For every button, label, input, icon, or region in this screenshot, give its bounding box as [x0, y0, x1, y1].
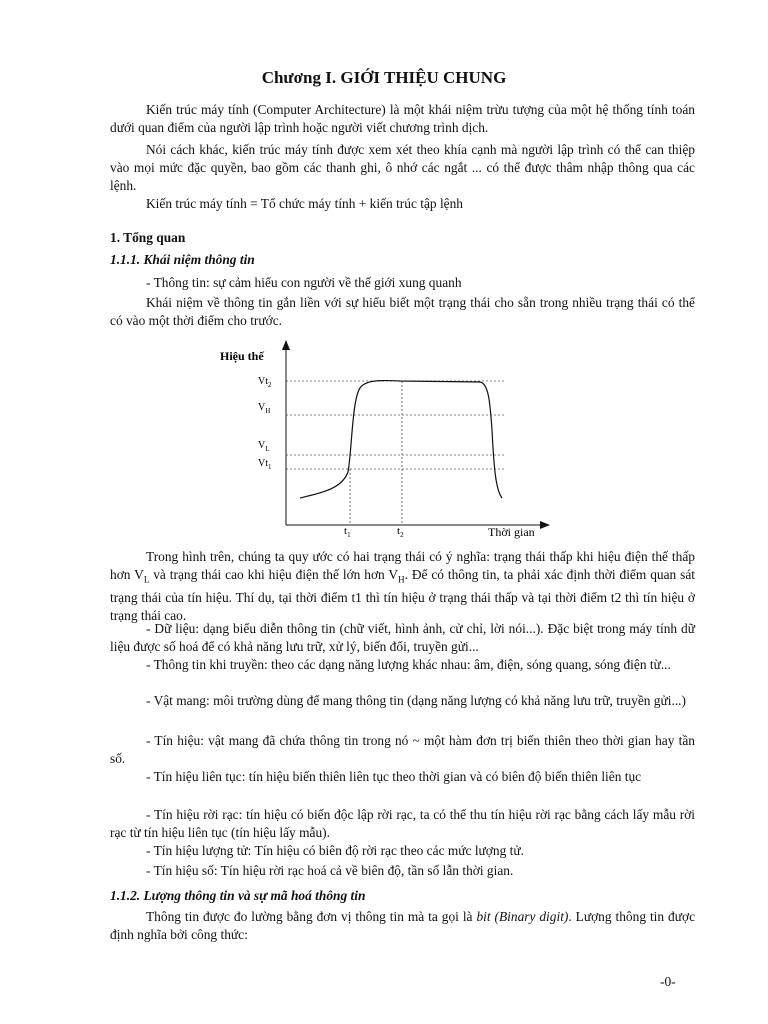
figure-explanation: Trong hình trên, chúng ta quy ước có hai trạng thái có ý nghĩa: trạng thái thấp khi hiệu điện thế thấp hơn $V_L$ và trạng thái cao khi hiệu điện thế lớn hơn $V_H$. Để có thông tin, ta phải xác định thời điểm quan sát trạng thái của tín hiệu. Thí dụ, tại thời điểm t1 thì tín hiệu ở trạng thái thấp và tại thời điểm t2 thì tín hiệu ở trạng thái cao.: [110, 549, 696, 623]
level-label-vh: $V_H$: [258, 402, 271, 415]
info-measure-paragraph: Thông tin được đo lường bằng đơn vị thông tin mà ta gọi là bit (Binary digit). Lượng thông tin được định nghĩa bởi công thức:: [110, 909, 696, 942]
level-label-vt1: $Vt_1$: [258, 458, 272, 471]
page-number: -0-: [660, 974, 676, 989]
time-label-t2: $t_2$: [397, 525, 404, 539]
subsection-heading: 1.1.1. Khái niệm thông tin: [110, 252, 255, 267]
level-label-vt2: $Vt_2$: [258, 376, 272, 389]
bullet-data: - Dữ liệu: dạng biểu diễn thông tin (chữ viết, hình ảnh, cử chỉ, lời nói...). Đặc biệt trong máy tính dữ liệu được số hoá để có khả năng lưu trữ, xử lý, biến đổi, truyền gửi...: [110, 621, 695, 654]
bullet-discrete: - Tín hiệu rời rạc: tín hiệu có biến độc lập rời rạc, ta có thể thu tín hiệu rời rạc bằng cách lấy mẫu rời rạc từ tín hiệu liên tục (tín hiệu lấy mẫu).: [110, 807, 695, 840]
bullet-carrier: - Vật mang: môi trường dùng để mang thông tin (dạng năng lượng có khả năng lưu trữ, truyền gửi...): [146, 693, 686, 708]
x-axis-label: Thời gian: [488, 525, 535, 539]
chapter-title: Chương I. GIỚI THIỆU CHUNG: [261, 68, 507, 87]
info-concept-paragraph: Khái niệm về thông tin gắn liền với sự hiểu biết một trạng thái cho sẵn trong nhiều trạng thái có thể có vào một thời điểm cho trước.: [110, 295, 695, 328]
info-definition: - Thông tin: sự cảm hiểu con người về thế giới xung quanh: [146, 275, 462, 290]
y-axis-arrow: [282, 340, 290, 350]
voltage-time-figure: [200, 340, 560, 540]
x-axis-arrow: [540, 521, 550, 529]
signal-curve: [300, 381, 502, 498]
bullet-quantized: - Tín hiệu lượng tử: Tín hiệu có biên độ rời rạc theo các mức lượng tử.: [146, 843, 524, 858]
bullet-signal: - Tín hiệu: vật mang đã chứa thông tin trong nó ~ một hàm đơn trị biến thiên theo thời gian hay tần số.: [110, 733, 695, 766]
section-heading: 1. Tổng quan: [110, 230, 186, 245]
intro-paragraph-1: Kiến trúc máy tính (Computer Architecture) là một khái niệm trừu tượng của một hệ thống tính toán dưới quan điểm của người lập trình hoặc người viết chương trình dịch.: [110, 102, 695, 135]
bullet-transmission: - Thông tin khi truyền: theo các dạng năng lượng khác nhau: âm, điện, sóng quang, sóng điện từ...: [146, 657, 671, 672]
level-label-vl: $V_L$: [258, 440, 270, 453]
time-label-t1: $t_1$: [344, 525, 351, 539]
bullet-digital: - Tín hiệu số: Tín hiệu rời rạc hoá cả về biên độ, tần số lẫn thời gian.: [146, 863, 514, 878]
intro-formula: Kiến trúc máy tính = Tổ chức máy tính + kiến trúc tập lệnh: [146, 196, 464, 211]
subsection-heading-112: 1.1.2. Lượng thông tin và sự mã hoá thông tin: [110, 888, 366, 903]
bullet-continuous: - Tín hiệu liên tục: tín hiệu biến thiên liên tục theo thời gian và có biên độ biến thiên liên tục: [146, 769, 642, 784]
intro-paragraph-2: Nói cách khác, kiến trúc máy tính được xem xét theo khía cạnh mà người lập trình có thể can thiệp vào mọi mức đặc quyền, bao gồm các thanh ghi, ô nhớ các ngắt ... có thể được thâm nhập thông qua các lệnh.: [110, 142, 695, 193]
y-axis-label: Hiệu thế: [220, 349, 264, 363]
